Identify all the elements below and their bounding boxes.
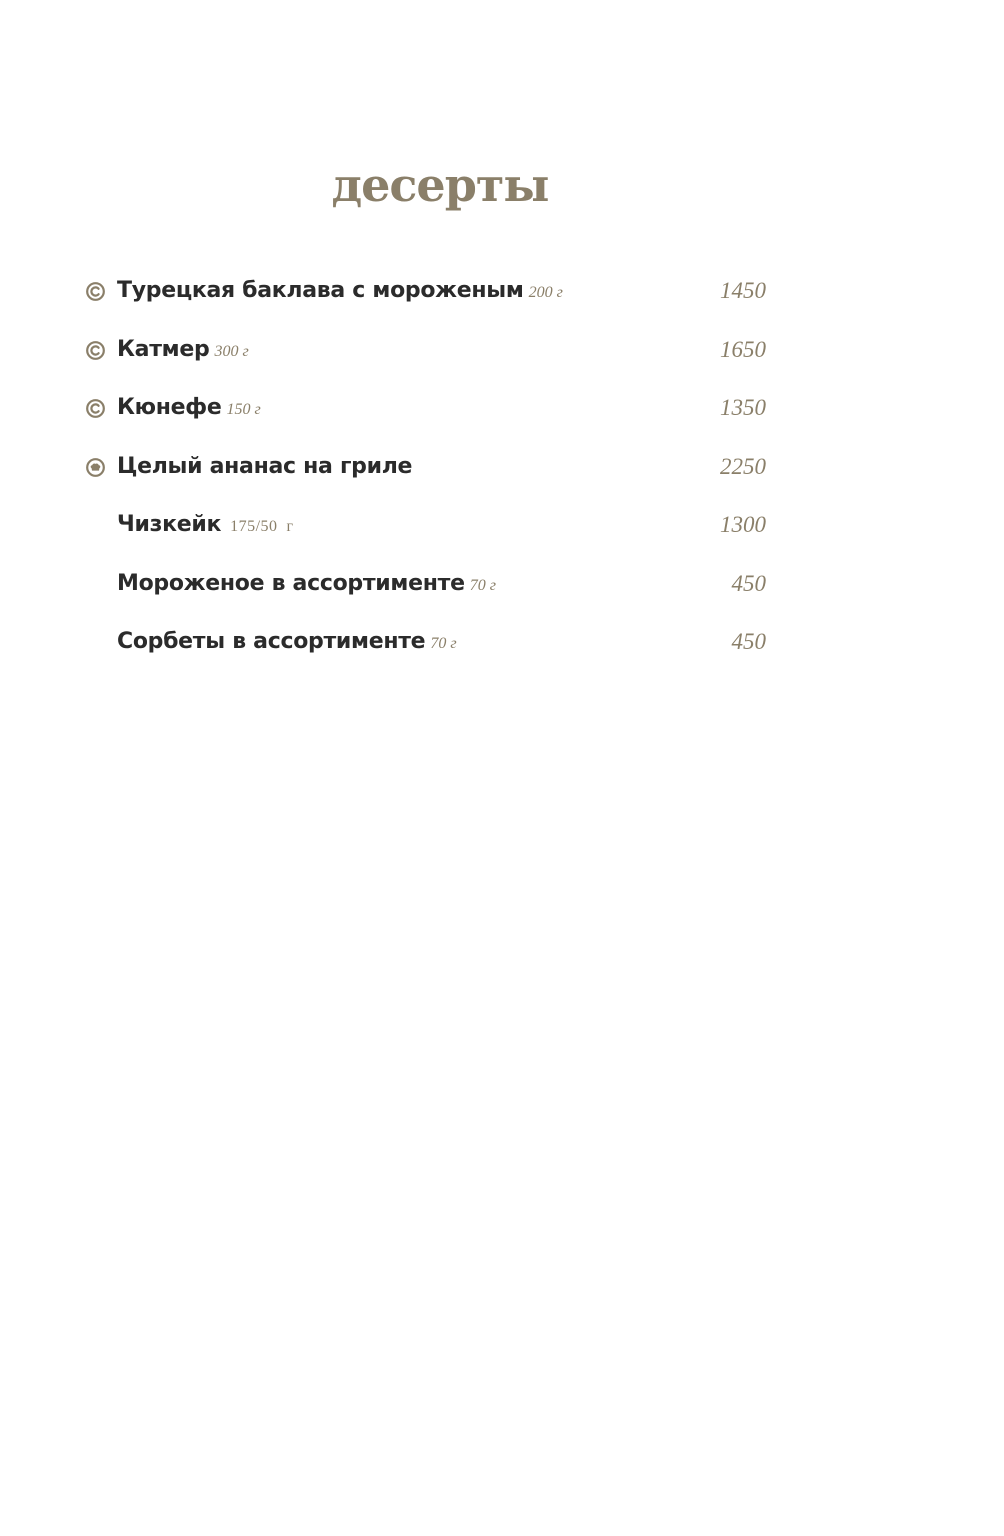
- menu-item: [84, 329, 774, 388]
- item-price: 1450: [720, 278, 766, 303]
- item-name: Целый ананас на гриле: [117, 453, 413, 479]
- menu-item: [84, 446, 774, 505]
- item-price: 450: [731, 570, 766, 596]
- item-name: Мороженое в ассортименте: [117, 570, 465, 596]
- menu-item: [84, 387, 774, 446]
- item-name: Турецкая баклава с мороженым: [117, 278, 524, 303]
- item-name: Катмер: [117, 336, 210, 362]
- item-weight: 200 г: [528, 284, 563, 301]
- item-price: 1350: [720, 395, 766, 420]
- item-body: [117, 512, 294, 537]
- item-body: [117, 395, 261, 420]
- menu-item: [84, 563, 774, 622]
- item-weight: 150 г: [226, 401, 261, 418]
- item-price: 450: [731, 629, 766, 654]
- menu-list: [84, 270, 774, 680]
- item-name: Чизкейк: [117, 512, 222, 537]
- item-weight: 70 г: [430, 635, 457, 652]
- item-body: [117, 278, 563, 303]
- item-weight: 70 г: [469, 576, 496, 594]
- item-body: [117, 571, 496, 596]
- item-name: Кюнефе: [117, 395, 222, 420]
- menu-item: [84, 504, 774, 563]
- c-circle-icon: [86, 282, 105, 301]
- item-price: 2250: [720, 453, 766, 479]
- item-price: 1650: [720, 336, 766, 362]
- item-price: 1300: [720, 512, 766, 537]
- c-circle-icon: [86, 341, 105, 360]
- menu-item: [84, 270, 774, 329]
- item-body: [117, 454, 412, 479]
- chef-hat-icon: [86, 458, 105, 477]
- item-body: [117, 629, 457, 654]
- item-weight: 300 г: [214, 342, 249, 360]
- item-name: Сорбеты в ассортименте: [117, 629, 426, 654]
- menu-item: [84, 621, 774, 680]
- item-weight: 175/50 г: [230, 518, 294, 535]
- c-circle-icon: [86, 399, 105, 418]
- section-title: десерты: [331, 158, 549, 212]
- item-body: [117, 337, 249, 362]
